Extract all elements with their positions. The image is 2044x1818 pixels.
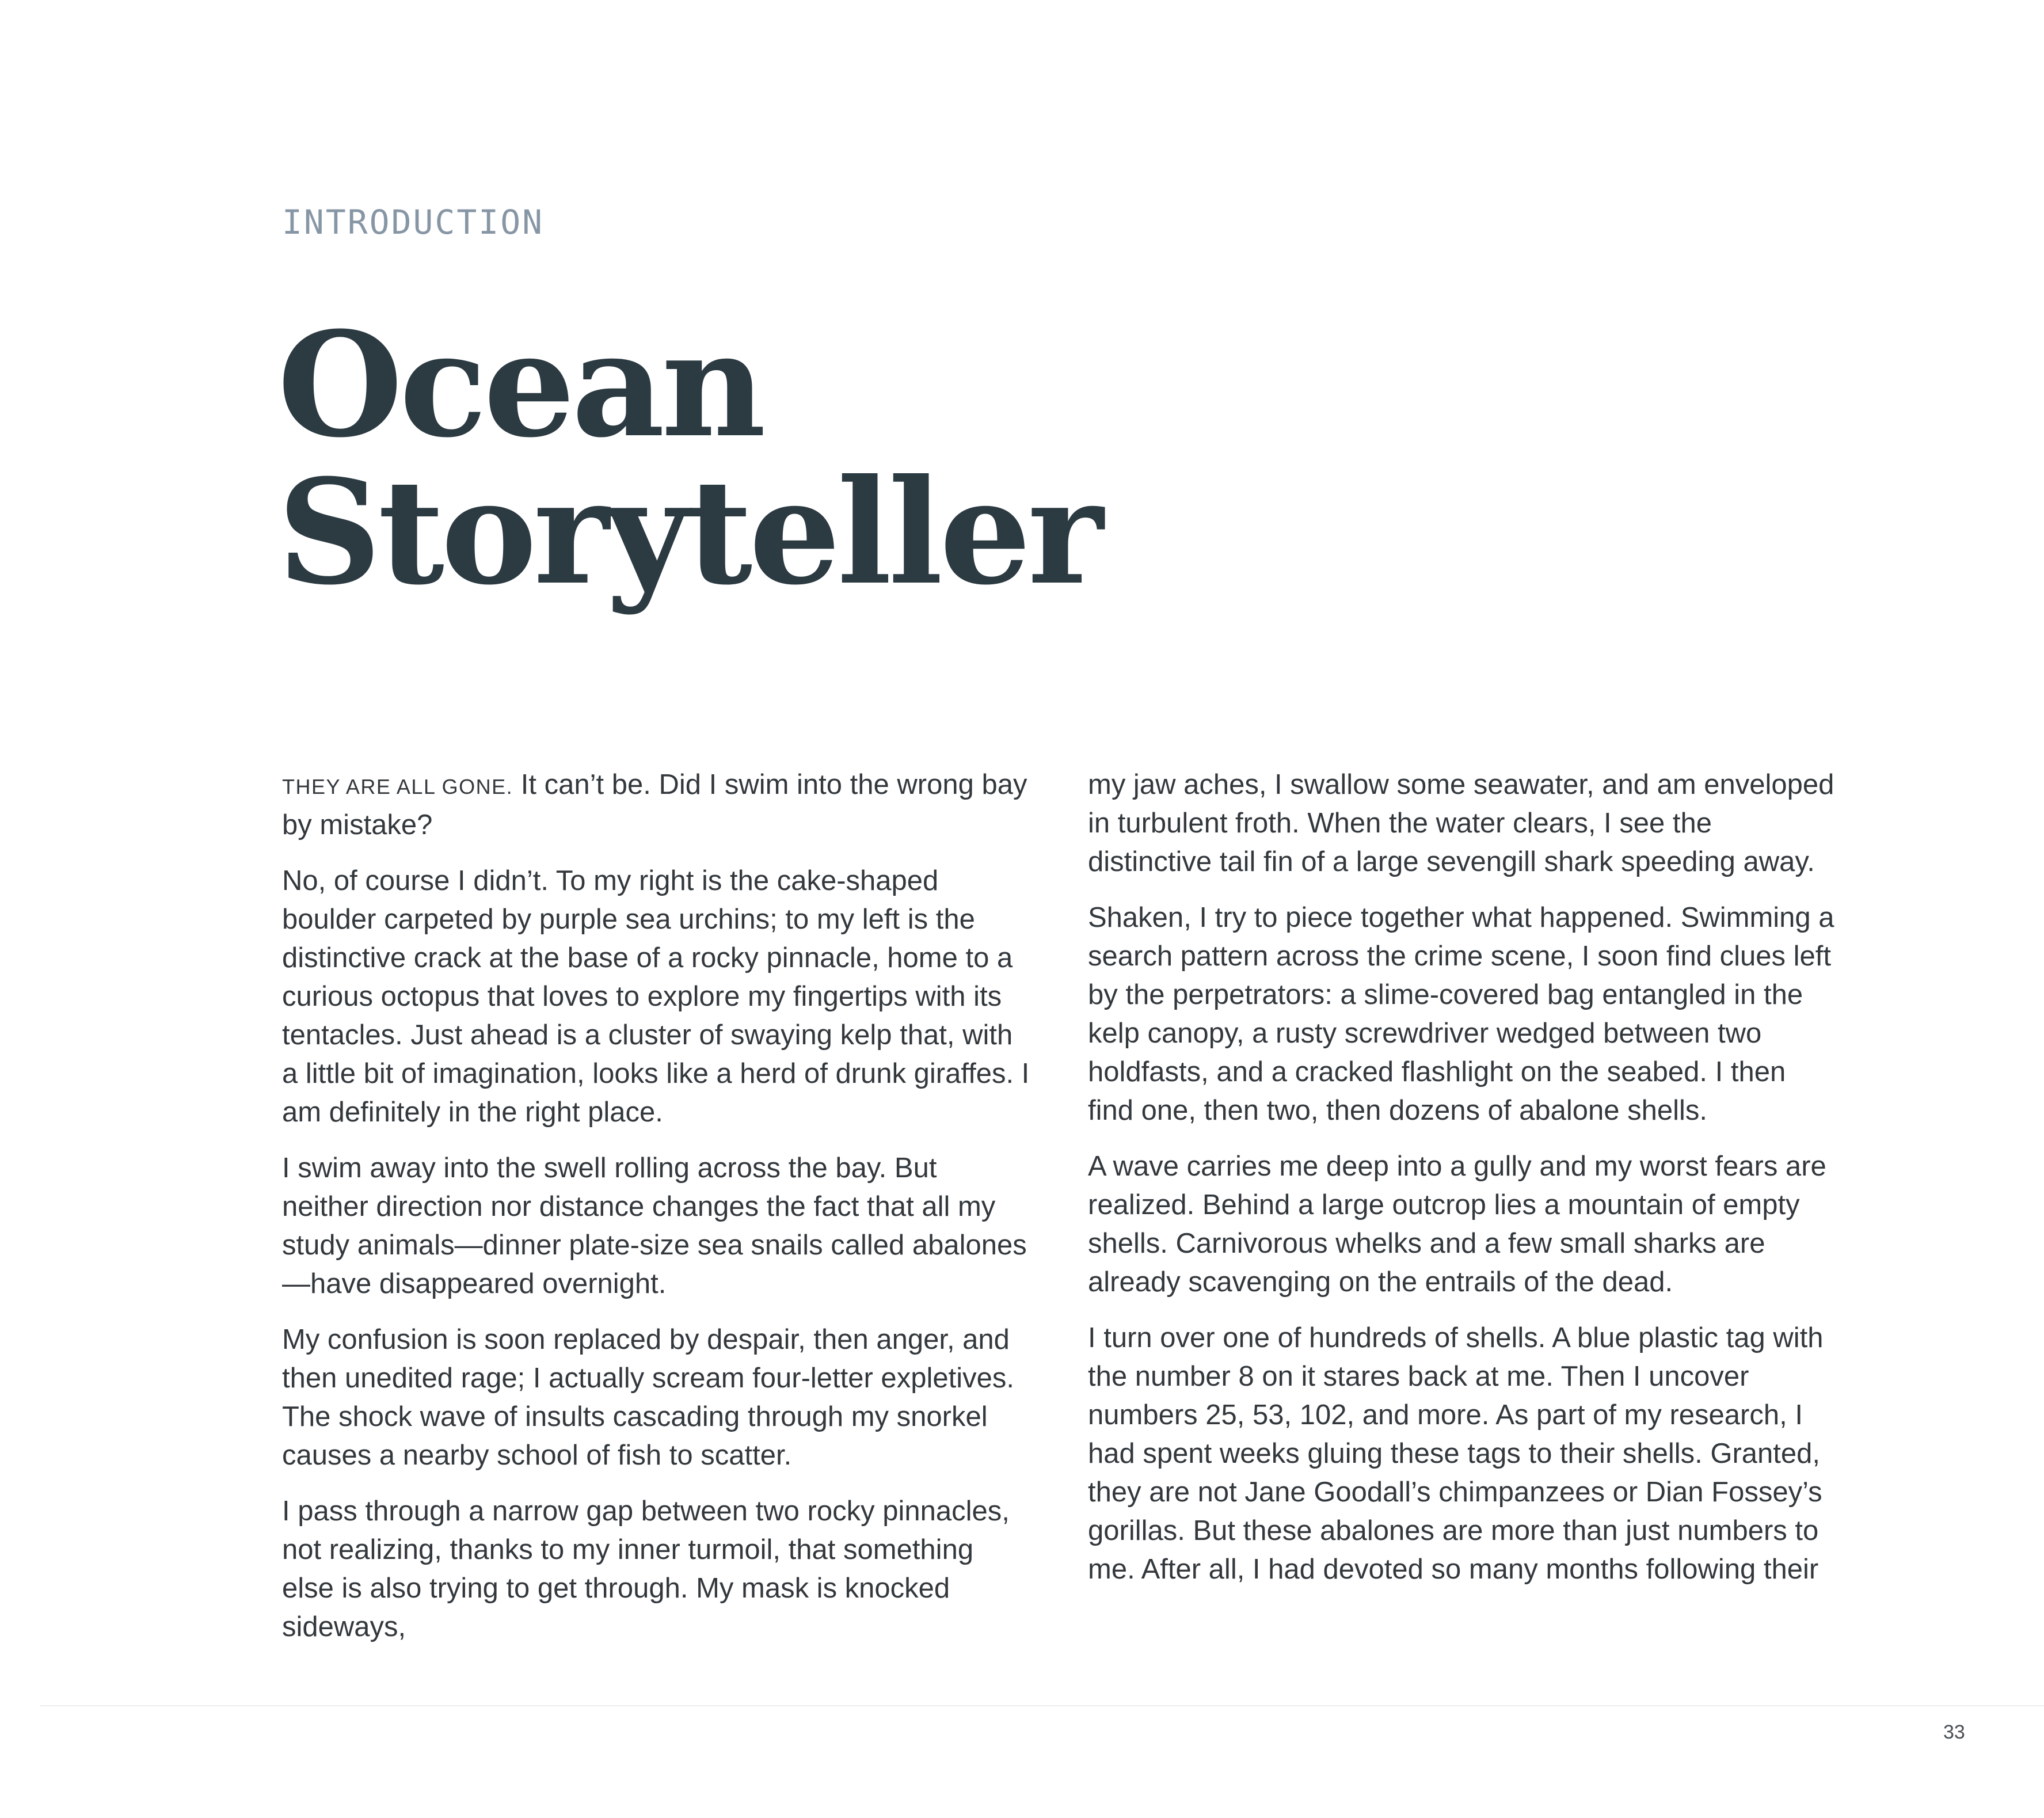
paragraph: My confusion is soon replaced by despair, then anger, and then unedited rage; I actually scream four-letter expletives. The shock wave of insults cascading through my snorkel causes a nearby school of fish to scatter. (282, 1324, 1014, 1471)
body-column-right (1088, 766, 1836, 1606)
paragraph: Shaken, I try to piece together what happened. Swimming a search pattern across the crime scene, I soon find clues left by the perpetrators: a slime-covered bag entangled in the kelp canopy, a rusty screwdriver wedged between two holdfasts, and a cracked flashlight on the seabed. I then find one, then two, then dozens of abalone shells. (1088, 902, 1834, 1126)
paragraph-text: It can’t be. Did I swim into the wrong bay by mistake? (282, 769, 1027, 840)
section-label: INTRODUCTION (282, 203, 545, 242)
paragraph: I pass through a narrow gap between two rocky pinnacles, not realizing, thanks to my inner turmoil, that something else is also trying to get through. My mask is knocked sideways, (282, 1496, 1010, 1642)
page-number: 33 (1943, 1721, 1965, 1743)
paragraph: No, of course I didn’t. To my right is the cake-shaped boulder carpeted by purple sea urchins; to my left is the distinctive crack at the base of a rocky pinnacle, home to a curious octopus that loves to explore my fingertips with its tentacles. Just ahead is a cluster of swaying kelp that, with a little bit of imagination, looks like a herd of drunk giraffes. I am definitely in the right place. (282, 865, 1030, 1128)
page-title (277, 300, 1100, 617)
title-line-1: Ocean (277, 300, 763, 469)
lead-in: THEY ARE ALL GONE. (282, 775, 513, 798)
paragraph: I swim away into the swell rolling across the bay. But neither direction nor distance changes the fact that all my study animals—dinner plate-size sea snails called abalones—have disappeared overnight. (282, 1153, 1027, 1299)
paragraph (282, 766, 1030, 845)
body-column-left (282, 766, 1030, 1664)
paragraph: I turn over one of hundreds of shells. A blue plastic tag with the number 8 on it stares back at me. Then I uncover numbers 25, 53, 102, and more. As part of my research, I had spent weeks gluing these tags to their shells. Granted, they are not Jane Goodall’s chimpanzees or Dian Fossey’s gorillas. But these abalones are more than just numbers to me. After all, I had devoted so many months following their (1088, 1322, 1824, 1585)
paragraph: my jaw aches, I swallow some seawater, and am enveloped in turbulent froth. When the water clears, I see the distinctive tail fin of a large sevengill shark speeding away. (1088, 769, 1834, 877)
paragraph: A wave carries me deep into a gully and my worst fears are realized. Behind a large outcrop lies a mountain of empty shells. Carnivorous whelks and a few small sharks are already scavenging on the entrails of the dead. (1088, 1151, 1826, 1298)
title-line-2: Storyteller (277, 447, 1100, 617)
footer-rule (40, 1705, 2044, 1706)
